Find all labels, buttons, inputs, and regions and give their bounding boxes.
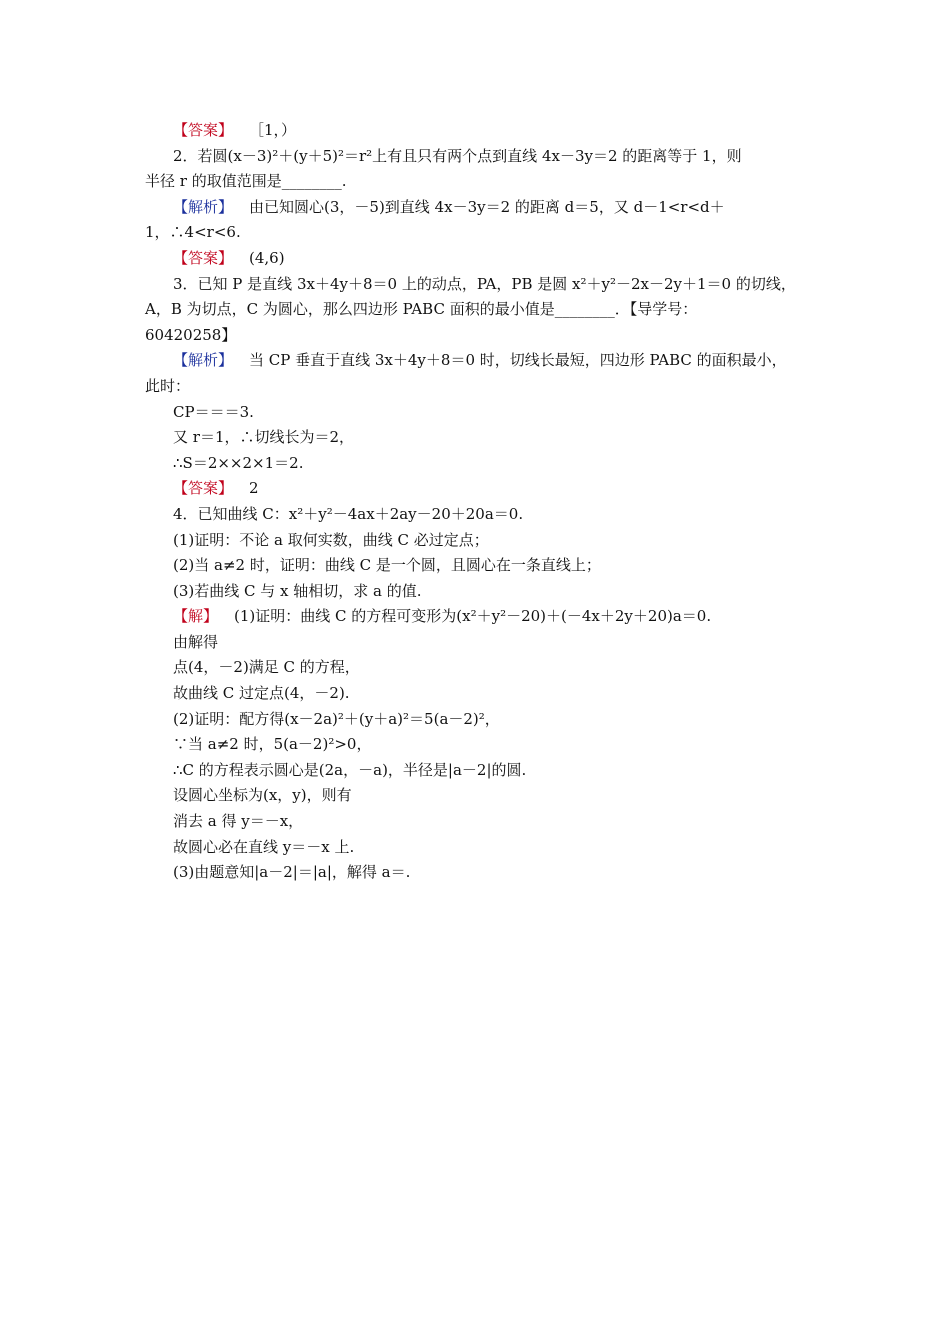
question-2-line-1: 2．若圆(x－3)²＋(y＋5)²＝r²上有且只有两个点到直线 4x－3y＝2 的距离等于 1，则 [173,146,742,165]
solution-4-line-3: 点(4，－2)满足 C 的方程， [173,658,360,677]
solution-4-line-8: 设圆心坐标为(x，y)，则有 [173,786,352,805]
answer-tag: 【答案】 [173,479,234,498]
solution-4-line-6: ∵当 a≠2 时，5(a－2)²>0， [173,735,372,754]
solution-4-line-11: (3)由题意知|a－2|＝|a|，解得 a＝. [173,863,411,882]
analysis-text: 当 CP 垂直于直线 3x＋4y＋8＝0 时，切线长最短，四边形 PABC 的面积最小， [249,351,787,370]
answer-text: 2 [249,479,259,498]
analysis-3-line-2: 此时： [145,376,191,395]
question-3-line-3: 60420258】 [145,325,237,344]
solution-4-line-1 [145,604,810,630]
analysis-3-line-4: 又 r＝1，∴切线长为＝2， [173,428,355,447]
analysis-2-line-2: 1，∴4<r<6. [145,223,241,242]
answer-tag: 【答案】 [173,248,234,267]
answer-text: ［1，） [249,121,297,139]
solution-4-line-10: 故圆心必在直线 y＝－x 上. [173,837,355,856]
analysis-tag: 【解析】 [173,197,234,216]
document-content [145,118,810,886]
solution-4-line-7: ∴C 的方程表示圆心是(2a，－a)，半径是|a－2|的圆. [173,760,527,779]
solution-tag: 【解】 [173,607,219,626]
solution-4-line-4: 故曲线 C 过定点(4，－2). [173,684,350,703]
solution-4-line-5: (2)证明：配方得(x－2a)²＋(y＋a)²＝5(a－2)²， [173,709,500,728]
analysis-tag: 【解析】 [173,351,234,370]
answer-line-2 [145,246,810,272]
answer-text: (4,6) [249,248,285,267]
answer-line-3 [145,476,810,502]
analysis-3-line-1 [145,348,810,374]
analysis-3-line-3: CP＝＝＝3. [173,402,254,421]
solution-text: (1)证明：曲线 C 的方程可变形为(x²＋y²－20)＋(－4x＋2y＋20)a＝0. [234,607,712,626]
question-4-part-1: (1)证明：不论 a 取何实数，曲线 C 必过定点； [173,530,489,549]
question-3-line-1: 3．已知 P 是直线 3x＋4y＋8＝0 上的动点，PA，PB 是圆 x²＋y²－2x－2y＋1＝0 的切线， [173,274,796,293]
analysis-text: 由已知圆心(3，－5)到直线 4x－3y＝2 的距离 d＝5，又 d－1<r<d＋ [249,197,725,216]
question-2-line-2: 半径 r 的取值范围是________. [145,172,347,191]
question-4-part-3: (3)若曲线 C 与 x 轴相切，求 a 的值. [173,581,422,600]
answer-tag: 【答案】 [173,121,234,139]
question-4-line-1: 4．已知曲线 C：x²＋y²－4ax＋2ay－20＋20a＝0. [173,504,524,523]
solution-4-line-2: 由解得 [173,632,219,651]
solution-4-line-9: 消去 a 得 y＝－x， [173,812,304,831]
answer-line-1 [145,118,810,144]
question-4-part-2: (2)当 a≠2 时，证明：曲线 C 是一个圆，且圆心在一条直线上； [173,556,601,575]
question-3-line-2: A，B 为切点，C 为圆心，那么四边形 PABC 面积的最小值是________．【导学号： [145,300,698,319]
analysis-3-line-5: ∴S＝2××2×1＝2. [173,453,304,472]
analysis-2-line-1 [145,195,810,221]
